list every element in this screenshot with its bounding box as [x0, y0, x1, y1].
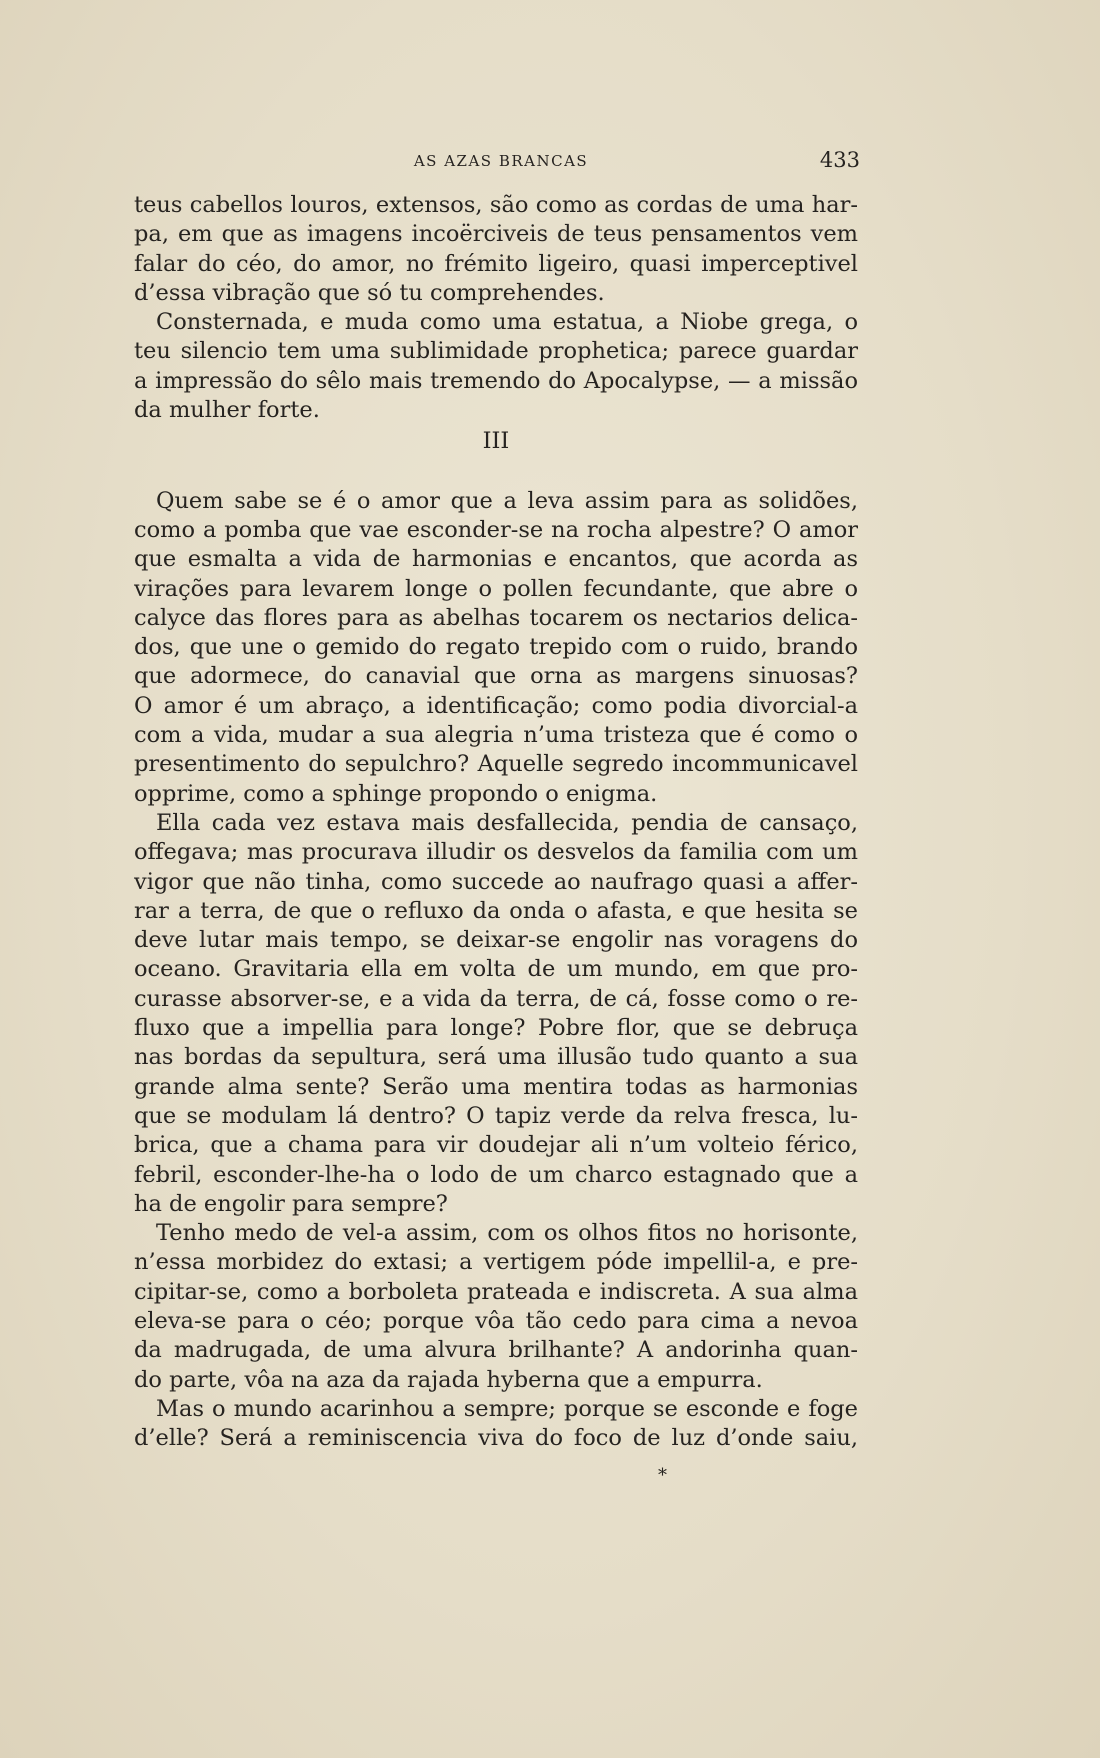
- text-line: vigor que não tinha, como succede ao naufrago quasi a affer-: [134, 868, 858, 895]
- text-line: d’essa vibração que só tu comprehendes.: [134, 279, 605, 306]
- text-line: Ella cada vez estava mais desfallecida, pendia de cansaço,: [156, 809, 858, 836]
- paragraph: [134, 1395, 858, 1454]
- text-line: grande alma sente? Serão uma mentira todas as harmonias: [134, 1073, 858, 1100]
- text-line: virações para levarem longe o pollen fecundante, que abre o: [134, 575, 858, 602]
- paragraph: [134, 191, 858, 308]
- text-line: do parte, vôa na aza da rajada hyberna que a empurra.: [134, 1366, 763, 1393]
- text-line: teu silencio tem uma sublimidade prophetica; parece guardar: [134, 338, 858, 365]
- text-line: cipitar-se, como a borboleta prateada e indiscreta. A sua alma: [134, 1278, 858, 1305]
- section-gap: [134, 457, 858, 487]
- text-line: curasse absorver-se, e a vida da terra, de cá, fosse como o re-: [134, 985, 858, 1012]
- section-heading: III: [482, 428, 510, 455]
- text-line: oceano. Gravitaria ella em volta de um mundo, em que pro-: [134, 956, 858, 983]
- text-line: Mas o mundo acarinhou a sempre; porque se esconde e foge: [156, 1395, 858, 1422]
- text-line: que esmalta a vida de harmonias e encantos, que acorda as: [134, 546, 858, 573]
- text-line: eleva-se para o céo; porque vôa tão cedo para cima a nevoa: [134, 1307, 858, 1334]
- text-line: que adormece, do canavial que orna as margens sinuosas?: [134, 663, 858, 690]
- section-paragraphs: [134, 487, 858, 1454]
- text-line: pa, em que as imagens incoërciveis de teus pensamentos vem: [134, 221, 858, 248]
- text-line: brica, que a chama para vir doudejar ali n’um volteio férico,: [134, 1132, 858, 1159]
- text-line: dos, que une o gemido do regato trepido com o ruido, brando: [134, 634, 858, 661]
- text-line: da mulher forte.: [134, 397, 320, 424]
- paragraph: [134, 487, 858, 809]
- text-line: teus cabellos louros, extensos, são como as cordas de uma har-: [134, 192, 858, 218]
- footer-mark: *: [658, 1465, 667, 1486]
- paragraph: [134, 809, 858, 1219]
- text-line: calyce das flores para as abelhas tocarem os nectarios delica-: [134, 604, 858, 631]
- text-line: que se modulam lá dentro? O tapiz verde da relva fresca, lu-: [134, 1102, 858, 1129]
- page-header: [142, 148, 860, 176]
- text-line: Consternada, e muda como uma estatua, a Niobe grega, o: [156, 309, 858, 336]
- running-head: AS AZAS BRANCAS: [413, 152, 589, 170]
- text-line: como a pomba que vae esconder-se na rocha alpestre? O amor: [134, 516, 858, 543]
- text-line: rar a terra, de que o refluxo da onda o afasta, e que hesita se: [134, 897, 858, 924]
- text-line: presentimento do sepulchro? Aquelle segredo incommunicavel: [134, 751, 858, 778]
- paragraph: [134, 1219, 858, 1395]
- text-line: offegava; mas procurava illudir os desvelos da familia com um: [134, 839, 858, 866]
- text-line: Quem sabe se é o amor que a leva assim para as solidões,: [156, 487, 858, 514]
- text-line: falar do céo, do amor, no frémito ligeiro, quasi imperceptivel: [134, 250, 858, 277]
- text-line: opprime, como a sphinge propondo o enigma.: [134, 780, 658, 807]
- text-line: a impressão do sêlo mais tremendo do Apocalypse, — a missão: [134, 367, 858, 394]
- text-line: da madrugada, de uma alvura brilhante? A andorinha quan-: [134, 1337, 858, 1364]
- text-line: d’elle? Será a reminiscencia viva do foco de luz d’onde saiu,: [134, 1425, 858, 1452]
- opening-paragraphs: [134, 191, 858, 425]
- text-line: ha de engolir para sempre?: [134, 1190, 448, 1217]
- text-line: nas bordas da sepultura, será uma illusão tudo quanto a sua: [134, 1044, 858, 1071]
- text-line: deve lutar mais tempo, se deixar-se engolir nas voragens do: [134, 927, 858, 954]
- text-line: febril, esconder-lhe-ha o lodo de um charco estagnado que a: [134, 1161, 858, 1188]
- body-text: [134, 191, 858, 1453]
- text-line: O amor é um abraço, a identificação; como podia divorcial-a: [134, 692, 858, 719]
- text-line: com a vida, mudar a sua alegria n’uma tristeza que é como o: [134, 722, 858, 749]
- page-number: 433: [819, 148, 860, 172]
- text-line: n’essa morbidez do extasi; a vertigem póde impellil-a, e pre-: [134, 1249, 858, 1276]
- text-line: Tenho medo de vel-a assim, com os olhos fitos no horisonte,: [156, 1220, 858, 1247]
- paragraph: [134, 308, 858, 425]
- text-line: fluxo que a impellia para longe? Pobre flor, que se debruça: [134, 1015, 858, 1042]
